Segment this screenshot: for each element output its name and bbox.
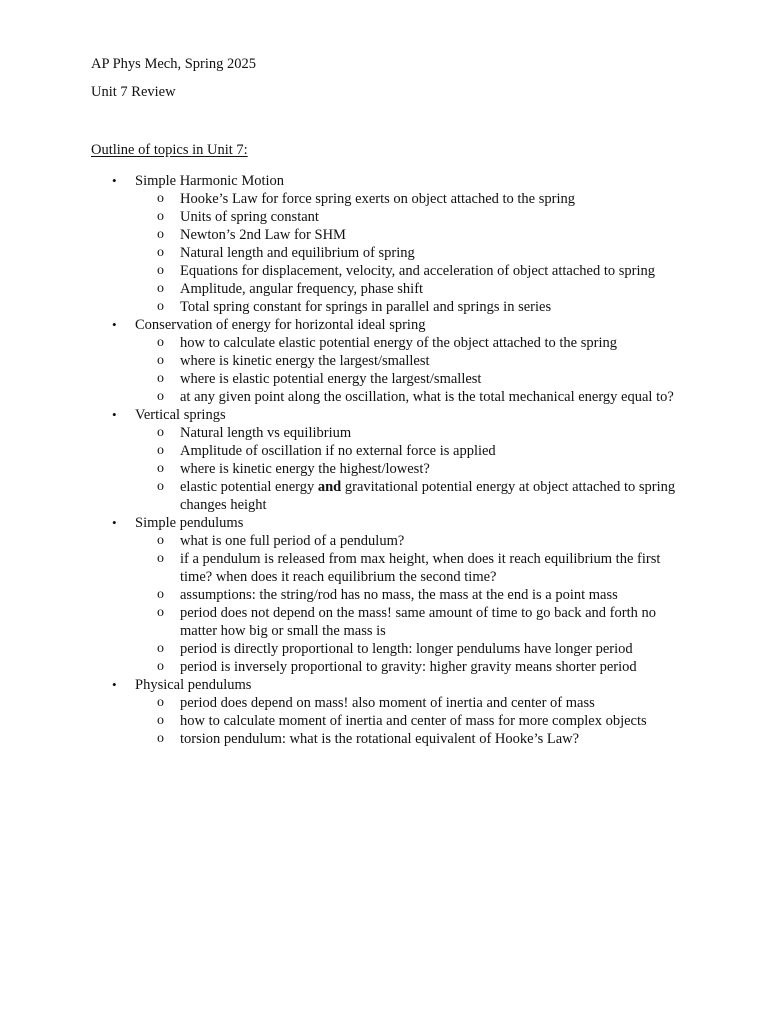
topics-list <box>0 172 768 748</box>
subtopic-text: period is directly proportional to length: longer pendulums have longer period <box>180 641 633 657</box>
circle-bullet-icon: o <box>157 479 164 494</box>
circle-bullet-icon: o <box>157 461 164 476</box>
circle-bullet-icon: o <box>157 659 164 674</box>
subtopic-item <box>0 280 680 298</box>
subtopics-list <box>135 424 768 514</box>
topic-title: Conservation of energy for horizontal ideal spring <box>135 317 426 333</box>
subtopic-item <box>0 370 680 388</box>
bullet-icon: • <box>112 317 117 332</box>
circle-bullet-icon: o <box>157 443 164 458</box>
subtopic-item <box>0 478 680 514</box>
circle-bullet-icon: o <box>157 641 164 656</box>
subtopic-text: Amplitude of oscillation if no external force is applied <box>180 443 496 459</box>
subtopic-text: Equations for displacement, velocity, and acceleration of object attached to spring <box>180 263 655 279</box>
subtopic-text: how to calculate elastic potential energy of the object attached to the spring <box>180 335 617 351</box>
subtopic-item <box>0 388 680 406</box>
bullet-icon: • <box>112 407 117 422</box>
subtopic-text: how to calculate moment of inertia and center of mass for more complex objects <box>180 713 647 729</box>
subtopic-text: Units of spring constant <box>180 209 319 225</box>
subtopic-item <box>0 694 680 712</box>
circle-bullet-icon: o <box>157 695 164 710</box>
subtopic-text <box>180 479 675 513</box>
topic-title: Simple Harmonic Motion <box>135 173 285 189</box>
subtopic-text: where is elastic potential energy the largest/smallest <box>180 371 482 387</box>
circle-bullet-icon: o <box>157 281 164 296</box>
circle-bullet-icon: o <box>157 587 164 602</box>
subtopic-item <box>0 730 680 748</box>
circle-bullet-icon: o <box>157 731 164 746</box>
subtopic-item <box>0 532 680 550</box>
subtopic-bold-word: and <box>317 479 342 495</box>
topic-title: Physical pendulums <box>135 677 252 693</box>
circle-bullet-icon: o <box>157 551 164 566</box>
subtopic-item <box>0 298 680 316</box>
subtopic-item <box>0 262 700 280</box>
subtopic-item <box>0 334 680 352</box>
circle-bullet-icon: o <box>157 425 164 440</box>
subtopic-item <box>0 712 680 730</box>
topic-title: Simple pendulums <box>135 515 244 531</box>
subtopic-text: where is kinetic energy the largest/smallest <box>180 353 430 369</box>
circle-bullet-icon: o <box>157 371 164 386</box>
subtopic-item <box>0 442 680 460</box>
subtopic-text: period is inversely proportional to gravity: higher gravity means shorter period <box>180 659 637 675</box>
subtopic-item <box>0 226 680 244</box>
bullet-icon: • <box>112 173 117 188</box>
circle-bullet-icon: o <box>157 389 164 404</box>
subtopic-text: assumptions: the string/rod has no mass, the mass at the end is a point mass <box>180 587 618 603</box>
bullet-icon: • <box>112 515 117 530</box>
topic-item <box>0 316 768 406</box>
subtopics-list <box>135 334 768 406</box>
topic-item <box>0 514 768 676</box>
topic-item <box>0 406 768 514</box>
subtopic-text: Natural length and equilibrium of spring <box>180 245 415 261</box>
subtopics-list <box>135 532 768 676</box>
subtopic-text: Natural length vs equilibrium <box>180 425 352 441</box>
subtopic-text: Amplitude, angular frequency, phase shift <box>180 281 424 297</box>
subtopic-text: what is one full period of a pendulum? <box>180 533 405 549</box>
subtopic-item <box>0 190 680 208</box>
topic-item <box>0 676 768 748</box>
subtopics-list <box>135 190 768 316</box>
outline-heading: Outline of topics in Unit 7: <box>91 142 248 158</box>
subtopic-text: if a pendulum is released from max height, when does it reach equilibrium the first time? when does it reach equilibrium the second time? <box>180 551 661 585</box>
bullet-icon: • <box>112 677 117 692</box>
subtopic-item <box>0 424 680 442</box>
subtopic-item <box>0 604 680 640</box>
subtopic-item <box>0 208 680 226</box>
topic-item <box>0 172 768 316</box>
circle-bullet-icon: o <box>157 209 164 224</box>
subtopic-item <box>0 658 680 676</box>
circle-bullet-icon: o <box>157 713 164 728</box>
circle-bullet-icon: o <box>157 299 164 314</box>
subtopic-item <box>0 640 680 658</box>
circle-bullet-icon: o <box>157 605 164 620</box>
subtopic-text: torsion pendulum: what is the rotational equivalent of Hooke’s Law? <box>180 731 580 747</box>
subtopic-text: Total spring constant for springs in parallel and springs in series <box>180 299 552 315</box>
subtopic-text-part: elastic potential energy <box>180 479 318 495</box>
subtopic-item <box>0 550 680 586</box>
circle-bullet-icon: o <box>157 191 164 206</box>
course-title: AP Phys Mech, Spring 2025 <box>91 56 257 72</box>
circle-bullet-icon: o <box>157 353 164 368</box>
subtopic-item <box>0 244 680 262</box>
subtopic-text: period does not depend on the mass! same amount of time to go back and forth no matter how big or small the mass is <box>180 605 656 639</box>
subtopic-text: at any given point along the oscillation, what is the total mechanical energy equal to? <box>180 389 674 405</box>
subtopic-item <box>0 460 680 478</box>
subtopic-text: Hooke’s Law for force spring exerts on object attached to the spring <box>180 191 575 207</box>
circle-bullet-icon: o <box>157 533 164 548</box>
subtopic-text: where is kinetic energy the highest/lowest? <box>180 461 430 477</box>
circle-bullet-icon: o <box>157 335 164 350</box>
subtopics-list <box>135 694 768 748</box>
circle-bullet-icon: o <box>157 227 164 242</box>
subtopic-text: period does depend on mass! also moment of inertia and center of mass <box>180 695 595 711</box>
unit-title: Unit 7 Review <box>91 84 176 100</box>
circle-bullet-icon: o <box>157 245 164 260</box>
subtopic-item <box>0 352 680 370</box>
circle-bullet-icon: o <box>157 263 164 278</box>
subtopic-text-part: gravitational potential energy at object attached to spring changes height <box>180 479 676 513</box>
subtopic-text: Newton’s 2nd Law for SHM <box>180 227 346 243</box>
topic-title: Vertical springs <box>135 407 226 423</box>
subtopic-item <box>0 586 680 604</box>
